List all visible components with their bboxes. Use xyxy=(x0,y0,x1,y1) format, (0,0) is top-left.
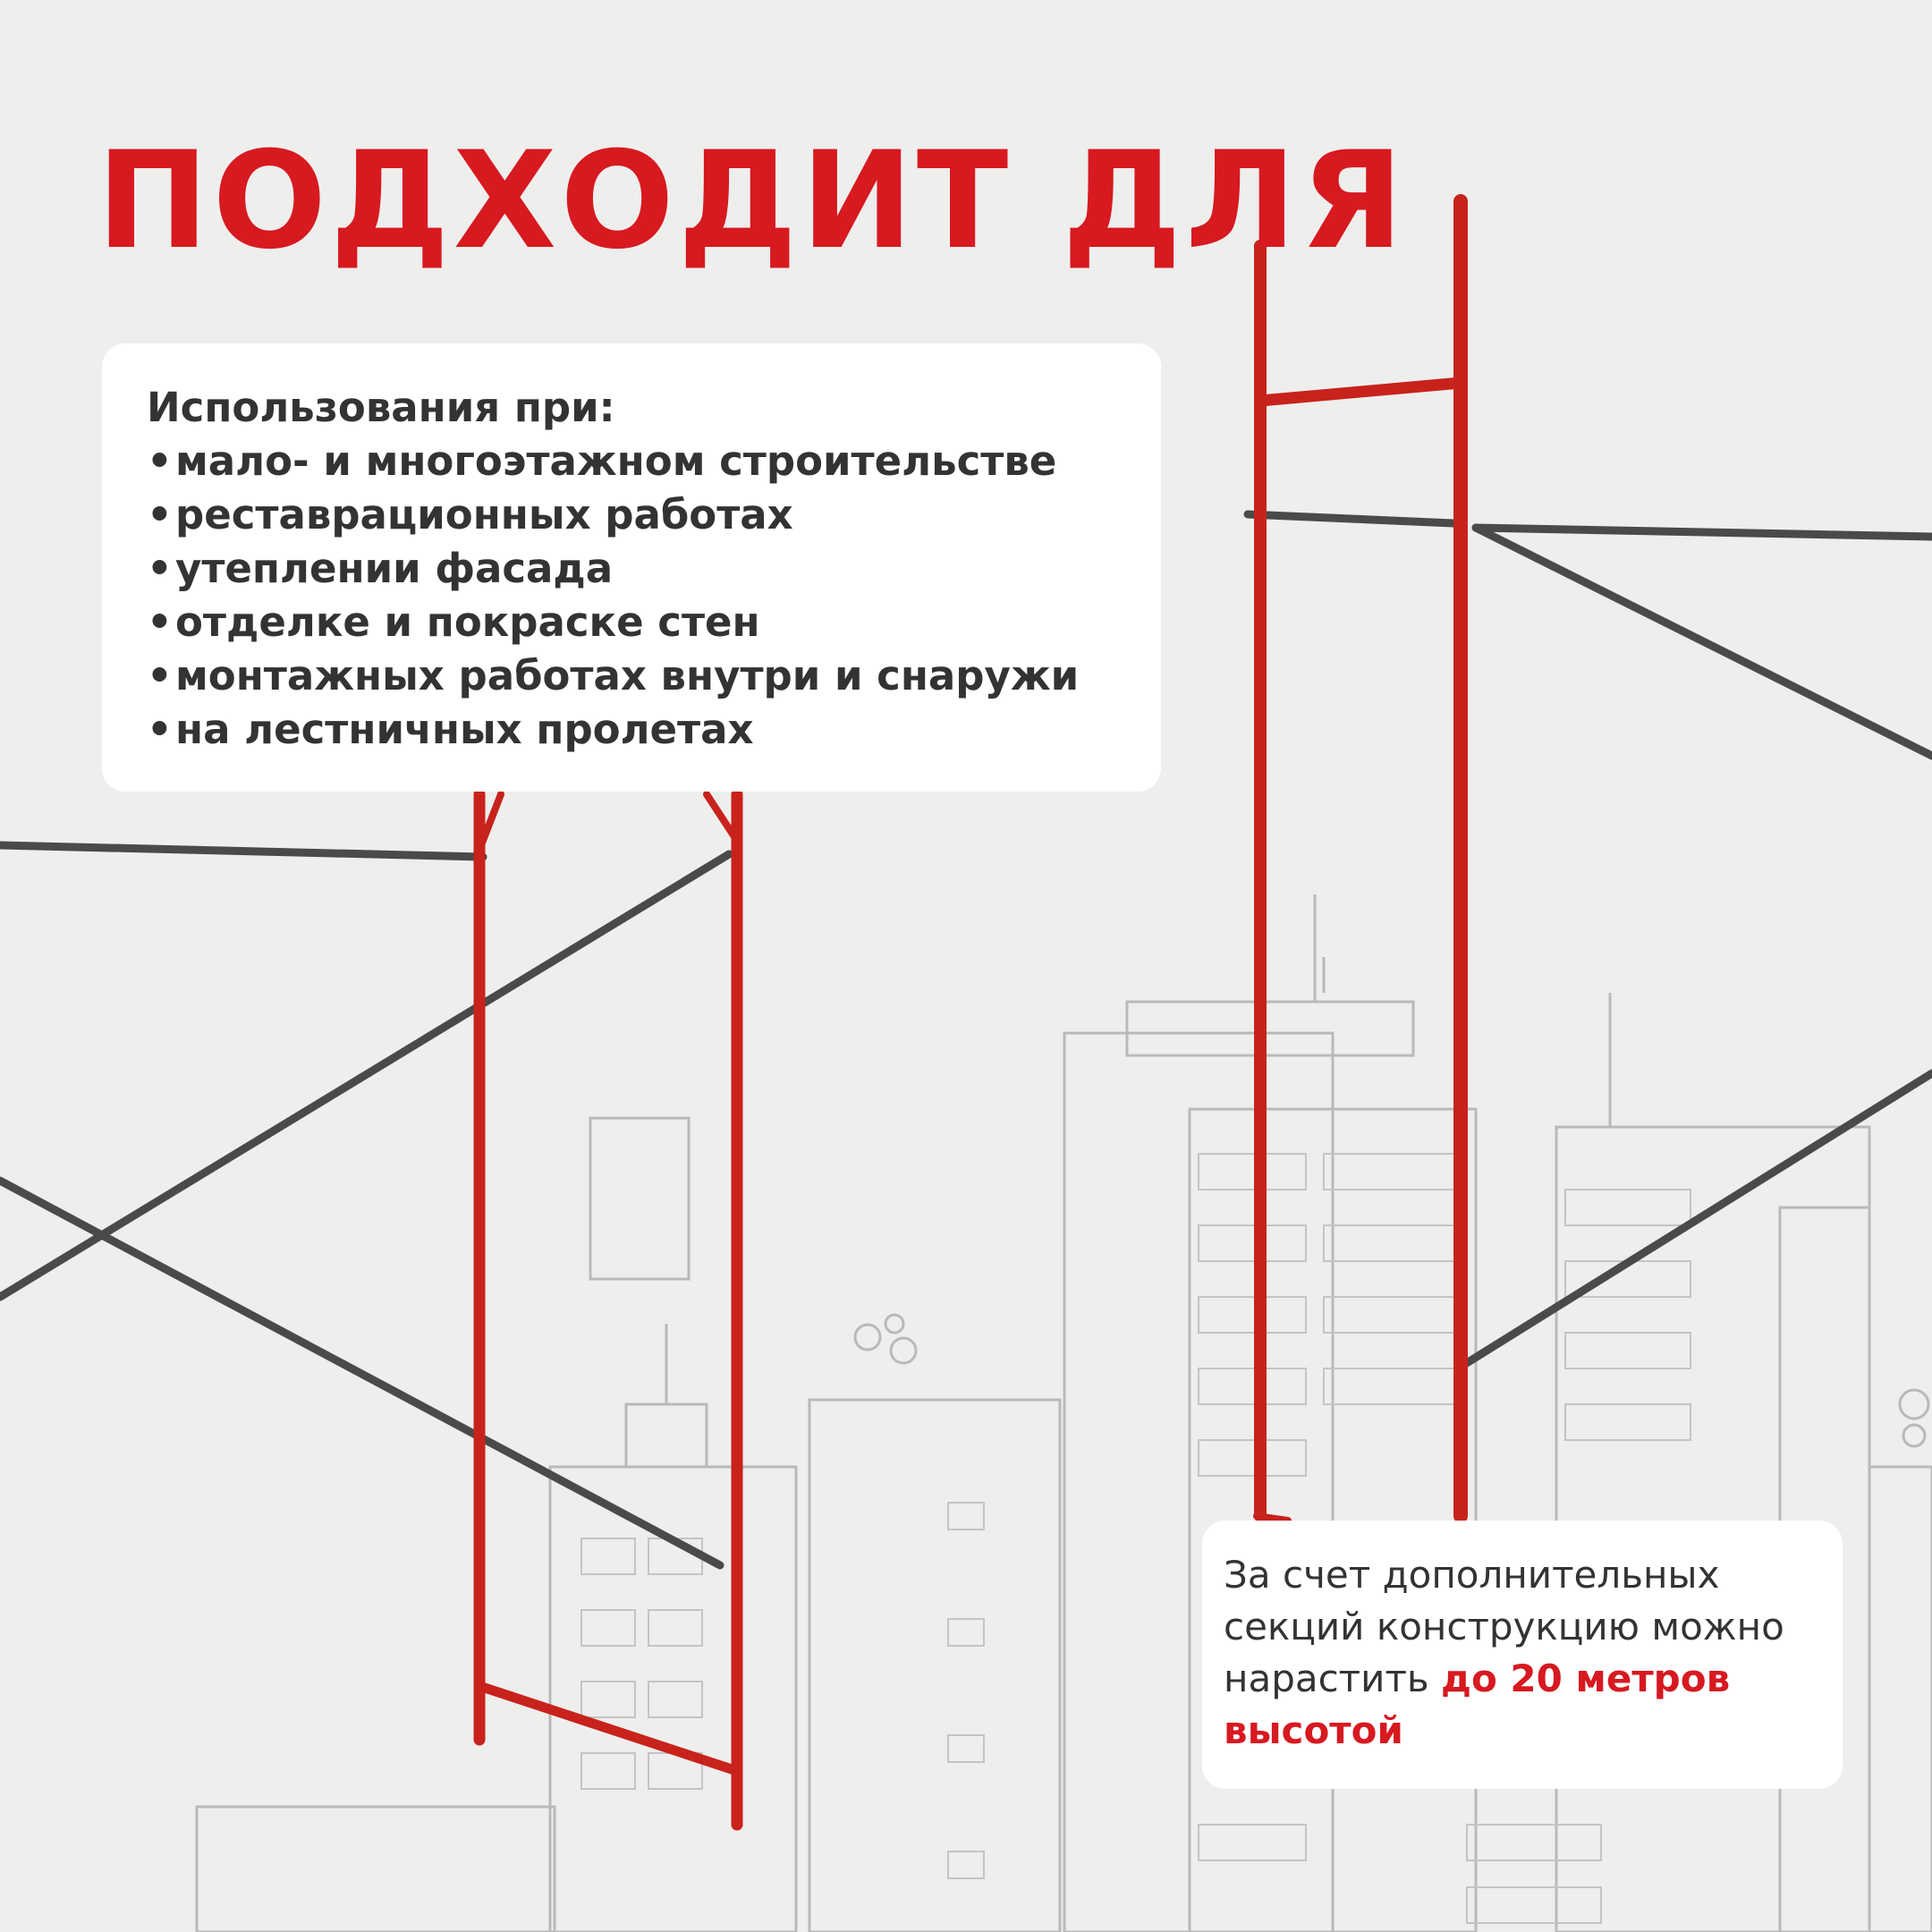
page-title: ПОДХОДИТ ДЛЯ xyxy=(97,123,1408,279)
list-item-text: отделке и покраске стен xyxy=(175,598,760,646)
list-item xyxy=(147,488,1161,542)
list-item xyxy=(147,542,1161,596)
bullet-icon: • xyxy=(147,652,173,699)
list-item xyxy=(147,703,1161,757)
scaffold-frame-right xyxy=(1257,201,1461,1521)
bullet-icon: • xyxy=(147,437,173,485)
height-info-text xyxy=(1224,1549,1841,1757)
height-info-card xyxy=(1202,1521,1843,1789)
bullet-icon: • xyxy=(147,598,173,646)
usage-list xyxy=(147,435,1161,757)
bullet-icon: • xyxy=(147,706,173,753)
usage-card xyxy=(102,343,1161,792)
list-item xyxy=(147,435,1161,488)
scaffold-frame-left xyxy=(479,794,737,1825)
height-info-body: За счет дополнительных секций конструкцию можно нарастить xyxy=(1224,1553,1784,1700)
list-item-text: на лестничных пролетах xyxy=(175,706,754,753)
usage-heading: Использования при: xyxy=(147,384,615,431)
list-item-text: утеплении фасада xyxy=(175,545,614,592)
list-item xyxy=(147,596,1161,649)
bullet-icon: • xyxy=(147,545,173,592)
height-highlight: до 20 метров высотой xyxy=(1224,1657,1731,1752)
list-item-text: монтажных работах внутри и снаружи xyxy=(175,652,1080,699)
list-item-text: мало- и многоэтажном строительстве xyxy=(175,437,1057,485)
bullet-icon: • xyxy=(147,491,173,538)
list-item xyxy=(147,649,1161,703)
list-item-text: реставрационных работах xyxy=(175,491,793,538)
